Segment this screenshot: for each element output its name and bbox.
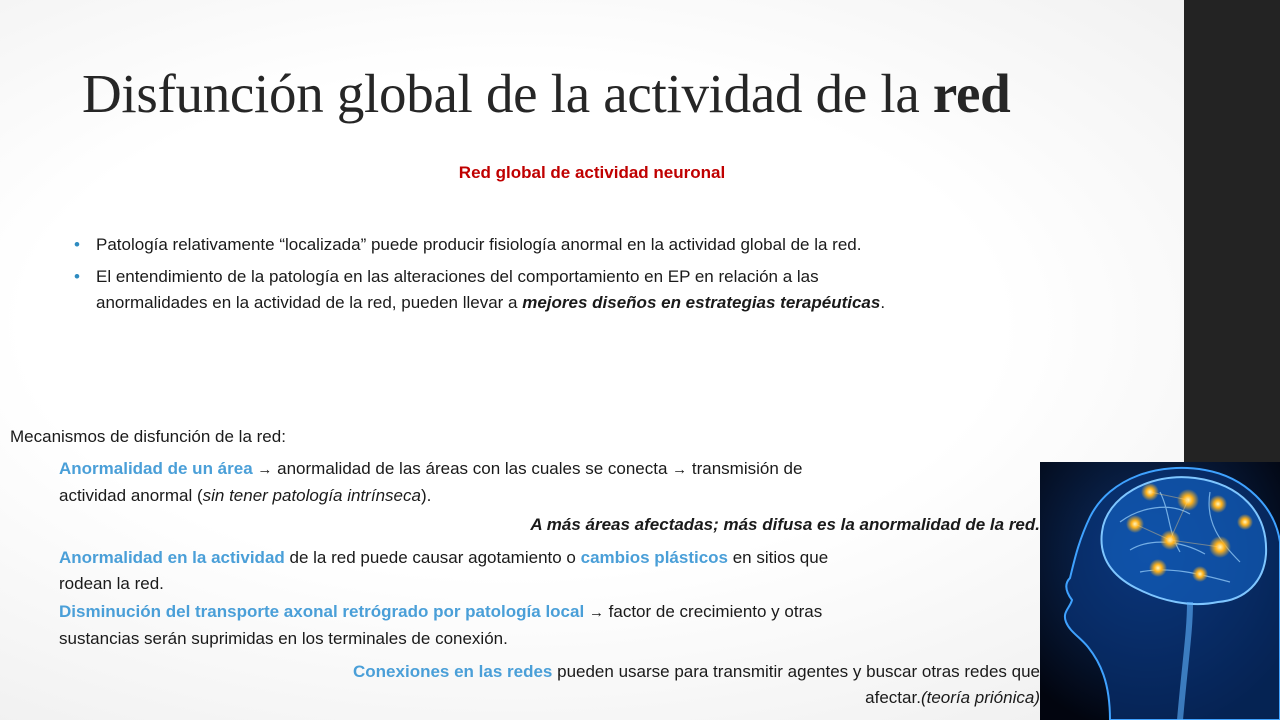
mechanism-item-connections: Conexiones en las redes pueden usarse para transmitir agentes y buscar otras redes que afectar.(teoría priónica) (353, 662, 1040, 707)
arrow-right-icon: → (588, 604, 604, 621)
bullet-list (96, 232, 1106, 322)
slide-subtitle: Red global de actividad neuronal (458, 163, 726, 182)
bullet-item: • Patología relativamente “localizada” puede producir fisiología anormal en la actividad global de la red. (96, 232, 1106, 258)
arrow-right-icon: → (257, 461, 273, 478)
mechanism-item-transport: Disminución del transporte axonal retrógrado por patología local → factor de crecimiento y otras sustancias serán suprimidas en los terminales de conexión. (59, 602, 823, 648)
mechanism-item-activity: Anormalidad en la actividad de la red puede causar agotamiento o cambios plásticos en sitios que rodean la red. (59, 548, 829, 593)
mechanism-emphasis: A más áreas afectadas; más difusa es la anormalidad de la red. (530, 515, 1040, 534)
bullet-item: • El entendimiento de la patología en las alteraciones del comportamiento en EP en relación a las anormalidades en la actividad de la red, pueden llevar a mejores diseños en estrategias terapéuticas. (96, 264, 1106, 316)
mechanisms-heading: Mecanismos de disfunción de la red: (10, 427, 286, 446)
arrow-right-icon: → (672, 461, 688, 478)
slide-title: Disfunción global de la actividad de la red (82, 63, 1011, 124)
mechanism-item-area: Anormalidad de un área → anormalidad de las áreas con las cuales se conecta → transmisión de actividad anormal (sin tener patología intrínseca). (59, 459, 803, 505)
brain-network-illustration-icon (1040, 462, 1280, 720)
